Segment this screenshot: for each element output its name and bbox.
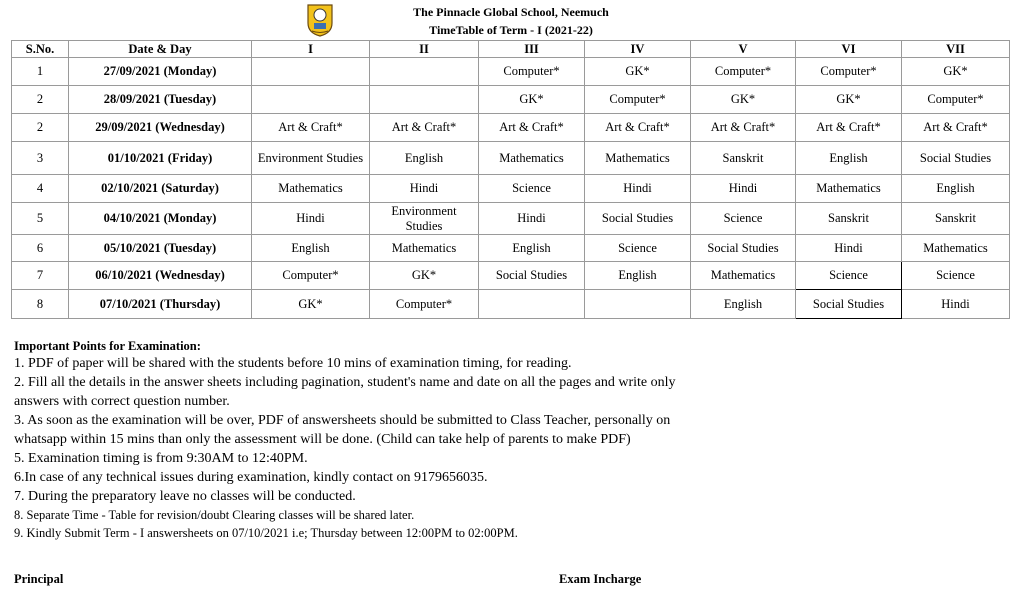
note-line: 2. Fill all the details in the answer sheets including pagination, student's name and date on all the pages and write only bbox=[14, 375, 676, 390]
subject-cell bbox=[585, 290, 691, 319]
table-row bbox=[12, 262, 1010, 290]
column-header: IV bbox=[585, 41, 691, 58]
subject-cell: Environment Studies bbox=[252, 142, 370, 175]
subject-cell: Environment Studies bbox=[370, 203, 479, 235]
subject-cell: English bbox=[585, 262, 691, 290]
column-header: VI bbox=[796, 41, 902, 58]
date-day-cell: 05/10/2021 (Tuesday) bbox=[69, 235, 252, 262]
subject-cell: Computer* bbox=[902, 86, 1010, 114]
table-row bbox=[12, 142, 1010, 175]
subject-cell: Sanskrit bbox=[691, 142, 796, 175]
subject-cell: Art & Craft* bbox=[796, 114, 902, 142]
column-header: V bbox=[691, 41, 796, 58]
subject-cell: Computer* bbox=[585, 86, 691, 114]
subject-cell: GK* bbox=[796, 86, 902, 114]
column-header: I bbox=[252, 41, 370, 58]
subject-cell: Mathematics bbox=[902, 235, 1010, 262]
exam-notes bbox=[14, 339, 774, 542]
date-day-cell: 29/09/2021 (Wednesday) bbox=[69, 114, 252, 142]
subject-cell: Science bbox=[796, 262, 902, 290]
subject-cell: Science bbox=[691, 203, 796, 235]
date-day-cell: 04/10/2021 (Monday) bbox=[69, 203, 252, 235]
header-row bbox=[12, 41, 1010, 58]
subject-cell bbox=[479, 290, 585, 319]
subject-cell: Hindi bbox=[479, 203, 585, 235]
note-line: 7. During the preparatory leave no classes will be conducted. bbox=[14, 489, 356, 504]
serial-number-cell: 7 bbox=[12, 262, 69, 290]
school-name: The Pinnacle Global School, Neemuch bbox=[413, 5, 609, 19]
principal-signature-label: Principal bbox=[14, 572, 64, 586]
subject-cell: English bbox=[370, 142, 479, 175]
subject-cell: Art & Craft* bbox=[902, 114, 1010, 142]
date-day-cell: 28/09/2021 (Tuesday) bbox=[69, 86, 252, 114]
column-header: Date & Day bbox=[69, 41, 252, 58]
subject-cell: Social Studies bbox=[691, 235, 796, 262]
table-row bbox=[12, 175, 1010, 203]
column-header: S.No. bbox=[12, 41, 69, 58]
timetable-title: TimeTable of Term - I (2021-22) bbox=[429, 23, 593, 37]
serial-number-cell: 8 bbox=[12, 290, 69, 319]
serial-number-cell: 1 bbox=[12, 58, 69, 86]
subject-cell: Hindi bbox=[796, 235, 902, 262]
subject-cell: Mathematics bbox=[370, 235, 479, 262]
subject-cell: Science bbox=[479, 175, 585, 203]
note-line: 9. Kindly Submit Term - I answersheets on 07/10/2021 i.e; Thursday between 12:00PM to 02:00PM. bbox=[14, 526, 518, 540]
subject-cell: Mathematics bbox=[252, 175, 370, 203]
subject-cell: English bbox=[479, 235, 585, 262]
subject-cell: English bbox=[796, 142, 902, 175]
subject-cell: Art & Craft* bbox=[585, 114, 691, 142]
table-row bbox=[12, 86, 1010, 114]
subject-cell: Science bbox=[585, 235, 691, 262]
subject-cell: GK* bbox=[902, 58, 1010, 86]
date-day-cell: 06/10/2021 (Wednesday) bbox=[69, 262, 252, 290]
subject-cell: Mathematics bbox=[796, 175, 902, 203]
note-line: whatsapp within 15 mins than only the assessment will be done. (Child can take help of parents to make PDF) bbox=[14, 432, 631, 447]
note-line: answers with correct question number. bbox=[14, 394, 230, 409]
subject-cell: Mathematics bbox=[585, 142, 691, 175]
table-row bbox=[12, 114, 1010, 142]
note-line: 6.In case of any technical issues during examination, kindly contact on 9179656035. bbox=[14, 470, 488, 485]
subject-cell: Computer* bbox=[796, 58, 902, 86]
subject-cell: GK* bbox=[370, 262, 479, 290]
subject-cell bbox=[252, 58, 370, 86]
subject-cell: Hindi bbox=[902, 290, 1010, 319]
subject-cell bbox=[370, 86, 479, 114]
column-header: VII bbox=[902, 41, 1010, 58]
timetable-header bbox=[12, 41, 1010, 58]
timetable-body bbox=[12, 58, 1010, 319]
subject-cell: Hindi bbox=[252, 203, 370, 235]
subject-cell: Sanskrit bbox=[902, 203, 1010, 235]
document-header bbox=[0, 0, 1024, 40]
subject-cell: English bbox=[902, 175, 1010, 203]
date-day-cell: 27/09/2021 (Monday) bbox=[69, 58, 252, 86]
column-header: III bbox=[479, 41, 585, 58]
serial-number-cell: 2 bbox=[12, 86, 69, 114]
exam-incharge-signature-label: Exam Incharge bbox=[559, 572, 642, 586]
date-day-cell: 01/10/2021 (Friday) bbox=[69, 142, 252, 175]
date-day-cell: 07/10/2021 (Thursday) bbox=[69, 290, 252, 319]
serial-number-cell: 6 bbox=[12, 235, 69, 262]
notes-heading: Important Points for Examination: bbox=[14, 339, 201, 353]
subject-cell: Hindi bbox=[585, 175, 691, 203]
subject-cell: Art & Craft* bbox=[370, 114, 479, 142]
subject-cell: GK* bbox=[479, 86, 585, 114]
subject-cell: Science bbox=[902, 262, 1010, 290]
note-line: 5. Examination timing is from 9:30AM to 12:40PM. bbox=[14, 451, 308, 466]
subject-cell bbox=[370, 58, 479, 86]
subject-cell: Social Studies bbox=[796, 290, 902, 319]
table-row bbox=[12, 203, 1010, 235]
table-row bbox=[12, 58, 1010, 86]
subject-cell: Social Studies bbox=[585, 203, 691, 235]
subject-cell: Computer* bbox=[479, 58, 585, 86]
timetable bbox=[11, 40, 1010, 319]
table-row bbox=[12, 290, 1010, 319]
note-line: 3. As soon as the examination will be over, PDF of answersheets should be submitted to Class Teacher, personally on bbox=[14, 413, 671, 428]
subject-cell: Hindi bbox=[370, 175, 479, 203]
subject-cell: Computer* bbox=[691, 58, 796, 86]
table-row bbox=[12, 235, 1010, 262]
notes-list bbox=[14, 354, 774, 542]
subject-cell: English bbox=[691, 290, 796, 319]
subject-cell: Hindi bbox=[691, 175, 796, 203]
subject-cell: Computer* bbox=[370, 290, 479, 319]
note-line: 8. Separate Time - Table for revision/doubt Clearing classes will be shared later. bbox=[14, 508, 415, 522]
note-line: 1. PDF of paper will be shared with the students before 10 mins of examination timing, for reading. bbox=[14, 356, 572, 371]
subject-cell: English bbox=[252, 235, 370, 262]
subject-cell: Social Studies bbox=[902, 142, 1010, 175]
subject-cell: Art & Craft* bbox=[691, 114, 796, 142]
subject-cell: Mathematics bbox=[479, 142, 585, 175]
date-day-cell: 02/10/2021 (Saturday) bbox=[69, 175, 252, 203]
subject-cell: Art & Craft* bbox=[479, 114, 585, 142]
subject-cell: Sanskrit bbox=[796, 203, 902, 235]
subject-cell: GK* bbox=[252, 290, 370, 319]
school-crest-icon bbox=[305, 3, 335, 37]
subject-cell: Art & Craft* bbox=[252, 114, 370, 142]
subject-cell bbox=[252, 86, 370, 114]
subject-cell: GK* bbox=[585, 58, 691, 86]
subject-cell: Computer* bbox=[252, 262, 370, 290]
serial-number-cell: 5 bbox=[12, 203, 69, 235]
serial-number-cell: 2 bbox=[12, 114, 69, 142]
column-header: II bbox=[370, 41, 479, 58]
subject-cell: Mathematics bbox=[691, 262, 796, 290]
serial-number-cell: 3 bbox=[12, 142, 69, 175]
subject-cell: Social Studies bbox=[479, 262, 585, 290]
subject-cell: GK* bbox=[691, 86, 796, 114]
serial-number-cell: 4 bbox=[12, 175, 69, 203]
